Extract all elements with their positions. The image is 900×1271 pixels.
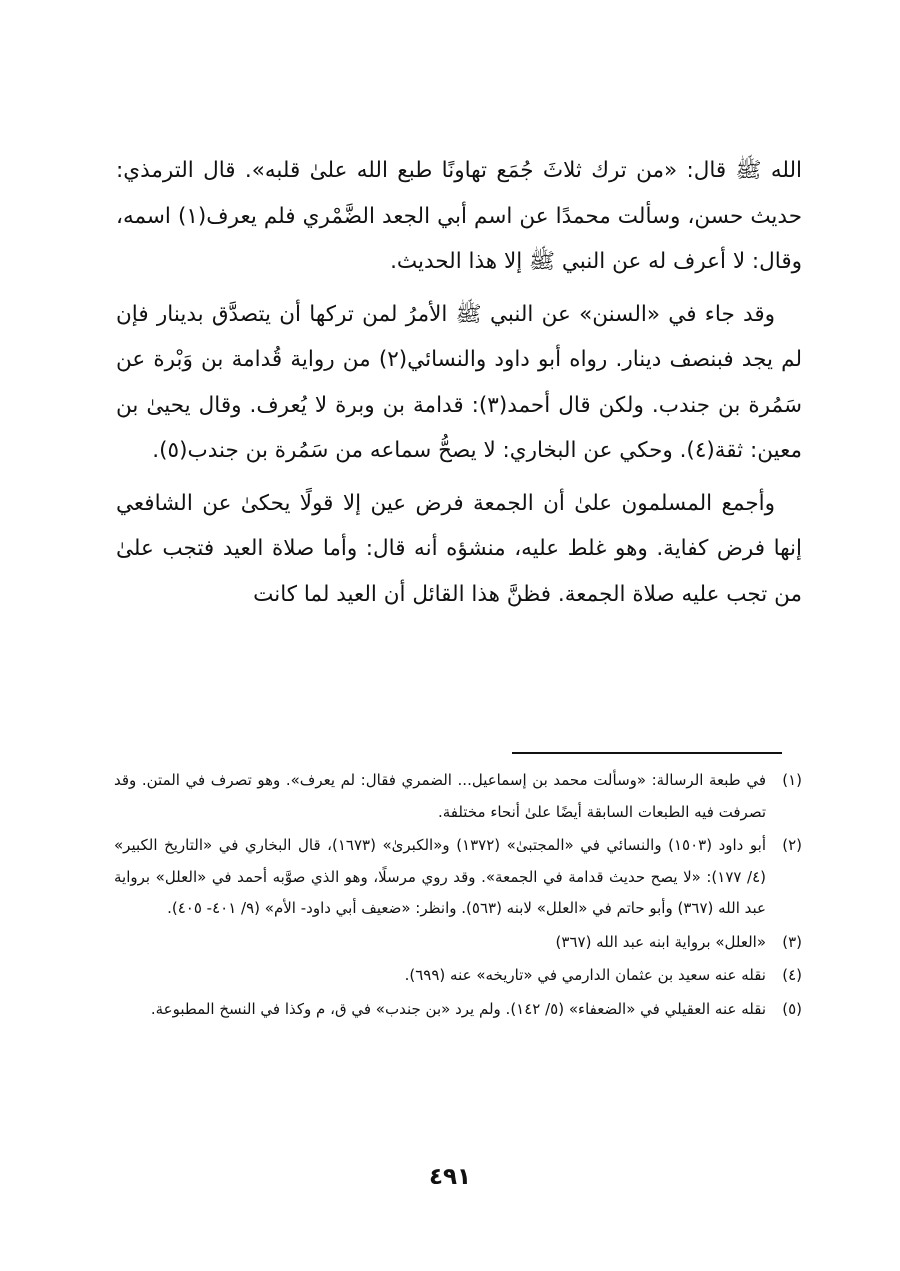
footnote-1 [114, 765, 802, 828]
footnote-2 [114, 830, 802, 925]
footnote-text: أبو داود (١٥٠٣) والنسائي في «المجتبىٰ» (١٣٧٢) و«الكبرىٰ» (١٦٧٣)، قال البخاري في «التاريخ الكبير» (٤/ ١٧٧): «لا يصح حديث قدامة في الجمعة». وقد روي مرسلًا، وهو الذي صوَّبه أحمد في «العلل» برواية عبد الله (٣٦٧) وأبو حاتم في «العلل» لابنه (٥٦٣). وانظر: «ضعيف أبي داود- الأم» (٩/ ٤٠١- ٤٠٥). [114, 836, 767, 917]
footnotes [114, 765, 802, 1027]
footnote-number: (٥) [782, 999, 802, 1018]
main-text [116, 148, 802, 624]
footnote-3 [114, 927, 802, 959]
footnote-text: في طبعة الرسالة: «وسألت محمد بن إسماعيل... الضمري فقال: لم يعرف». وهو تصرف في المتن. وقد تصرفت فيه الطبعات السابقة أيضًا علىٰ أنحاء مختلفة. [114, 771, 766, 821]
footnote-4 [114, 960, 802, 992]
paragraph-1: الله ﷺ قال: «من ترك ثلاثَ جُمَع تهاونًا طبع الله علىٰ قلبه». قال الترمذي: حديث حسن، وسألت محمدًا عن اسم أبي الجعد الضَّمْري فلم يعرف(١) اسمه، وقال: لا أعرف له عن النبي ﷺ إلا هذا الحديث. [116, 158, 802, 274]
footnote-text: «العلل» برواية ابنه عبد الله (٣٦٧) [555, 932, 766, 951]
footnote-text: نقله عنه سعيد بن عثمان الدارمي في «تاريخه» عنه (٦٩٩). [404, 966, 766, 984]
page-number: ٤٩١ [428, 1164, 472, 1190]
footnote-number: (٢) [782, 836, 802, 854]
footnote-number: (٤) [782, 966, 802, 984]
footnote-number: (١) [782, 771, 802, 789]
footnote-number: (٣) [782, 932, 802, 951]
paragraph-2: وقد جاء في «السنن» عن النبي ﷺ الأمرُ لمن تركها أن يتصدَّق بدينار فإن لم يجد فبنصف دينار. رواه أبو داود والنسائي(٢) من رواية قُدامة بن وَبْرة عن سَمُرة بن جندب. ولكن قال أحمد(٣): قدامة بن وبرة لا يُعرف. وقال يحيىٰ بن معين: ثقة(٤). وحكي عن البخاري: لا يصحُّ سماعه من سَمُرة بن جندب(٥). [116, 301, 802, 463]
paragraph-3: وأجمع المسلمون علىٰ أن الجمعة فرض عين إلا قولًا يحكىٰ عن الشافعي إنها فرض كفاية. وهو غلط عليه، منشؤه أنه قال: وأما صلاة العيد فتجب علىٰ من تجب عليه صلاة الجمعة. فظنَّ هذا القائل أن العيد لما كانت [116, 490, 802, 607]
footnote-separator [512, 752, 782, 754]
footnote-5 [114, 994, 802, 1026]
footnote-text: نقله عنه العقيلي في «الضعفاء» (٥/ ١٤٢). ولم يرد «بن جندب» في ق، م وكذا في النسخ المطبوعة. [150, 999, 766, 1018]
